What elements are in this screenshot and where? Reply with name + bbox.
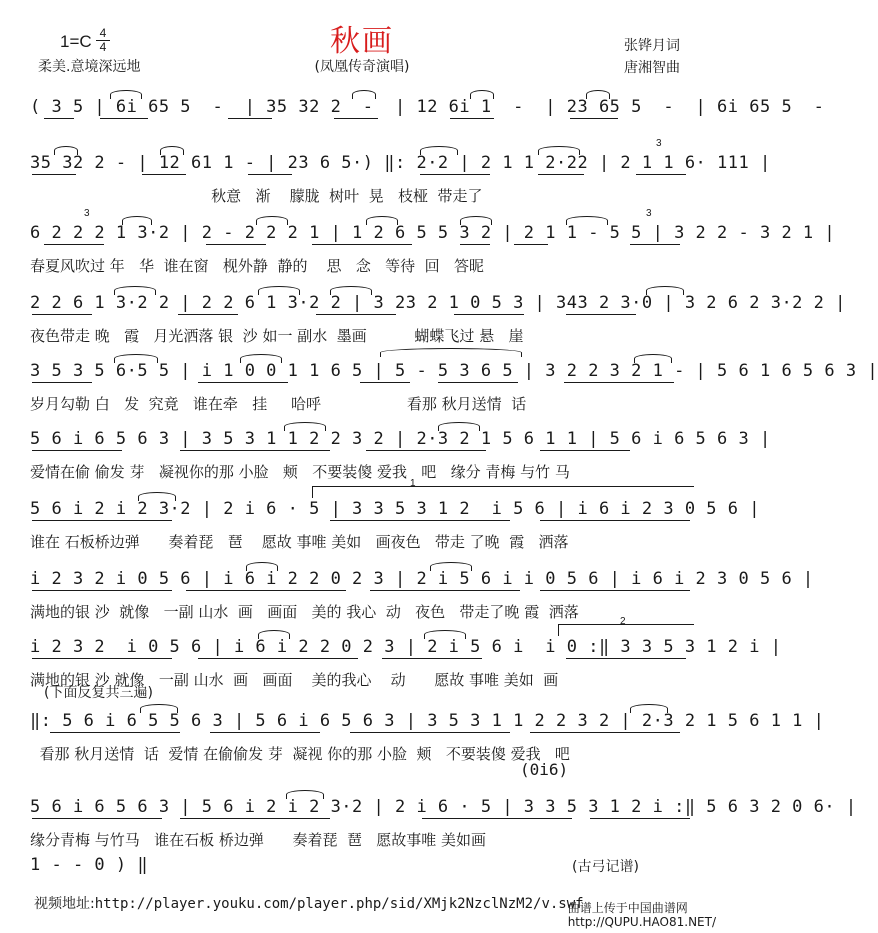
notation-line: 6 2 2 2 1 3·2 | 2 - 2 2 2 1 | 1 2 6 5 5 3 2 | 2 1 1 - 5 5 | 3 2 2 - 3 2 1 | <box>30 223 836 243</box>
notation-line: 3 5 3 5 6·5 5 | i 1 0 0 1 1 6 5 | 5 - 5 3 6 5 | 3 2 2 3 2 1 - | 5 6 1 6 5 6 3 | <box>30 361 878 381</box>
volta-1: 1 <box>410 478 416 489</box>
transcriber-credit: (古弓记谱) <box>572 859 639 875</box>
notation-line: ‖: 5 6 i 6 5 5 6 3 | 5 6 i 6 5 6 3 | 3 5 3 1 1 2 2 3 2 | 2·3 2 1 5 6 1 1 | <box>30 711 825 731</box>
time-signature-top: 4 <box>99 26 107 40</box>
lyric-line: 爱情在偷 偷发 芽 凝视你的那 小脸 颊 不要装傻 爱我 吧 缘分 青梅 与竹 马 <box>30 463 570 481</box>
notation-line: 5 6 i 6 5 6 3 | 3 5 3 1 1 2 2 3 2 | 2·3 2 1 5 6 1 1 | 5 6 i 6 5 6 3 | <box>30 429 771 449</box>
site-credit <box>568 901 716 929</box>
notation-line: 35 32 2 - | 12 61 1 - | 23 6 5·) ‖: 2·2 | 2 1 1 2·22 | 2 1 1 6· 111 | <box>30 153 771 173</box>
notation-line: ( 3 5 | 6i 65 5 - | 35 32 2 - | 12 6i 1 - | 23 65 5 - | 6i 65 5 - <box>30 97 825 117</box>
notation-line: 5 6 i 2 i 2 3·2 | 2 i 6 · 5 | 3 3 5 3 1 2 i 5 6 | i 6 i 2 3 0 5 6 | <box>30 499 760 519</box>
lyric-line: 看那 秋月送情 话 爱情 在偷偷发 芽 凝视 你的那 小脸 颊 不要装傻 爱我 吧 <box>30 745 570 763</box>
lyric-line: 岁月勾勒 白 发 究竟 谁在牵 挂 哈呼 看那 秋月送情 话 <box>30 395 527 413</box>
video-link[interactable] <box>34 893 584 913</box>
lyric-line: 谁在 石板桥边弹 奏着琵 琶 愿故 事唯 美如 画夜色 带走 了晚 霞 洒落 <box>30 533 569 551</box>
site-credit-line1: 曲谱上传于中国曲谱网 <box>567 901 688 915</box>
notation-line: 5 6 i 6 5 6 3 | 5 6 i 2 i 2 3·2 | 2 i 6 · 5 | 3 3 5 3 1 2 i :‖ 5 6 3 2 0 6· | <box>30 797 857 817</box>
volta-2: 2 <box>620 616 626 627</box>
lyric-line: 满地的银 沙 就像 一副 山水 画 画面 美的 我心 动 夜色 带走了晚 霞 洒落 <box>30 603 579 621</box>
lyric-line: 夜色带走 晚 霞 月光洒落 银 沙 如一 副水 墨画 蝴蝶飞过 悬 崖 <box>30 327 524 345</box>
notation-line: 2 2 6 1 3·2 2 | 2 2 6 1 3·2 2 | 3 23 2 1 0 5 3 | 343 2 3·0 | 3 2 6 2 3·2 2 | <box>30 293 846 313</box>
lyric-line: 春夏风吹过 年 华 谁在窗 枧外静 静的 思 念 等待 回 答昵 <box>30 257 484 275</box>
key-signature: 1=C <box>60 32 92 51</box>
video-label: 视频地址: <box>34 896 95 912</box>
site-credit-line2: http://QUPU.HAO81.NET/ <box>567 915 716 929</box>
lyric-line: 满地的银 沙 就像 一副 山水 画 画面 美的我心 动 愿故 事唯 美如 画 <box>30 671 559 689</box>
time-signature-bottom: 4 <box>99 40 107 54</box>
notation-line: i 2 3 2 i 0 5 6 | i 6 i 2 2 0 2 3 | 2 i 5 6 i i 0 5 6 | i 6 i 2 3 0 5 6 | <box>30 569 814 589</box>
notation-line: i 2 3 2 i 0 5 6 | i 6 i 2 2 0 2 3 | 2 i 5 6 i i 0 :‖ 3 3 5 3 1 2 i | <box>30 637 782 657</box>
lyricist-credit: 张铧月词 <box>624 38 680 54</box>
singer-credit: (凤凰传奇演唱) <box>314 59 410 75</box>
triplet-mark: 3 <box>656 138 662 149</box>
lyric-line: 秋意 渐 朦胧 树叶 晃 枝桠 带走了 <box>30 187 483 205</box>
mood-marking: 柔美.意境深远地 <box>38 59 141 75</box>
repeat-note: (下面反复共三遍) <box>44 685 153 701</box>
triplet-mark: 3 <box>646 208 652 219</box>
video-url[interactable]: http://player.youku.com/player.php/sid/XMjk2NzclNzM2/v.swf <box>94 896 584 912</box>
notation-line: 1 - - 0 ) ‖ <box>30 855 149 875</box>
triplet-mark: 3 <box>84 208 90 219</box>
song-title: 秋画 <box>330 24 394 59</box>
alternate-ending: (0i6) <box>520 760 569 779</box>
composer-credit: 唐湘智曲 <box>624 60 680 76</box>
lyric-line: 缘分青梅 与竹马 谁在石板 桥边弹 奏着琵 琶 愿故事唯 美如画 <box>30 831 487 849</box>
